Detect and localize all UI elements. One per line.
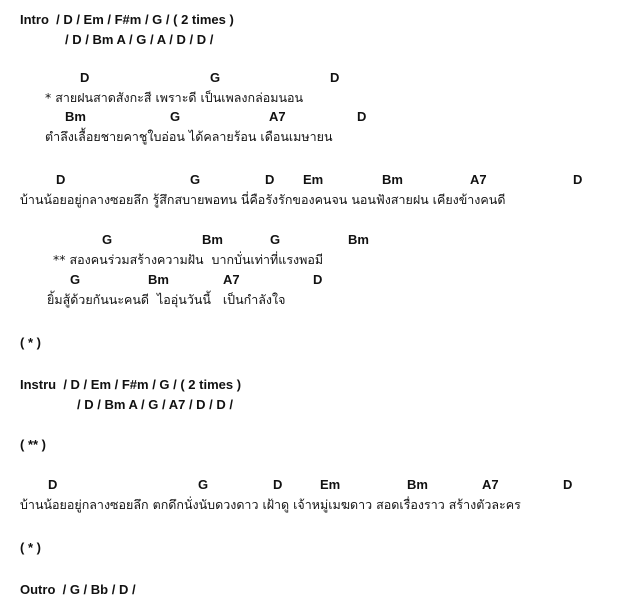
intro-line-2: / D / Bm A / G / A / D / D / (65, 32, 214, 47)
chord: A7 (482, 477, 499, 492)
lyric-line: ยิ้มสู้ด้วยกันนะคนดี ไออุ่นวันนี้ เป็นกำลังใจ (47, 292, 286, 307)
lyric-line: บ้านน้อยอยู่กลางซอยลึก รู้สึกสบายพอทน นี่คือรังรักของคนจน นอนฟังสายฝน เคียงข้างคนดี (20, 192, 506, 207)
chord: D (56, 172, 66, 187)
lyric-line: ตำลึงเลื้อยชายคาชูใบอ่อน ได้คลายร้อน เดือนเมษายน (45, 129, 333, 144)
chord: A7 (269, 109, 286, 124)
chord: Bm (148, 272, 169, 287)
chord: Em (303, 172, 324, 187)
chord: Bm (407, 477, 428, 492)
chord: G (198, 477, 209, 492)
intro-line: Intro / D / Em / F#m / G / ( 2 times ) (20, 12, 234, 27)
chord: G (190, 172, 201, 187)
instru-line-2: / D / Bm A / G / A7 / D / D / (77, 397, 234, 412)
chord: Bm (65, 109, 86, 124)
chord: G (270, 232, 281, 247)
repeat-marker: ( * ) (20, 335, 41, 350)
repeat-marker: ( ** ) (20, 437, 46, 452)
lyric-line: บ้านน้อยอยู่กลางซอยลึก ตกดึกนั่งนับดวงดาว เฝ้าดู เจ้าหมู่เมฆดาว สอดเรื่องราว สร้างตัวละคร (20, 497, 521, 512)
repeat-marker: ( * ) (20, 540, 41, 555)
chord: Bm (348, 232, 369, 247)
chord: D (265, 172, 275, 187)
chord: D (313, 272, 323, 287)
instru-line: Instru / D / Em / F#m / G / ( 2 times ) (20, 377, 242, 392)
chord: G (170, 109, 181, 124)
chord: G (102, 232, 113, 247)
outro-line: Outro / G / Bb / D / (20, 582, 136, 597)
lyric-line: * สายฝนสาดสังกะสี เพราะดี เป็นเพลงกล่อมนอน (45, 90, 304, 105)
lyric-line: ** สองคนร่วมสร้างความฝัน บากบั่นเท่าที่แรงพอมี (53, 252, 324, 267)
chord: D (563, 477, 573, 492)
chord: A7 (470, 172, 487, 187)
chord: D (330, 70, 340, 85)
chord: D (80, 70, 90, 85)
chord: Bm (382, 172, 403, 187)
chord: G (70, 272, 81, 287)
chord: D (357, 109, 367, 124)
chord: D (573, 172, 583, 187)
chord: Em (320, 477, 341, 492)
chord: Bm (202, 232, 223, 247)
chord: G (210, 70, 221, 85)
chord: D (273, 477, 283, 492)
chord: D (48, 477, 58, 492)
chord: A7 (223, 272, 240, 287)
